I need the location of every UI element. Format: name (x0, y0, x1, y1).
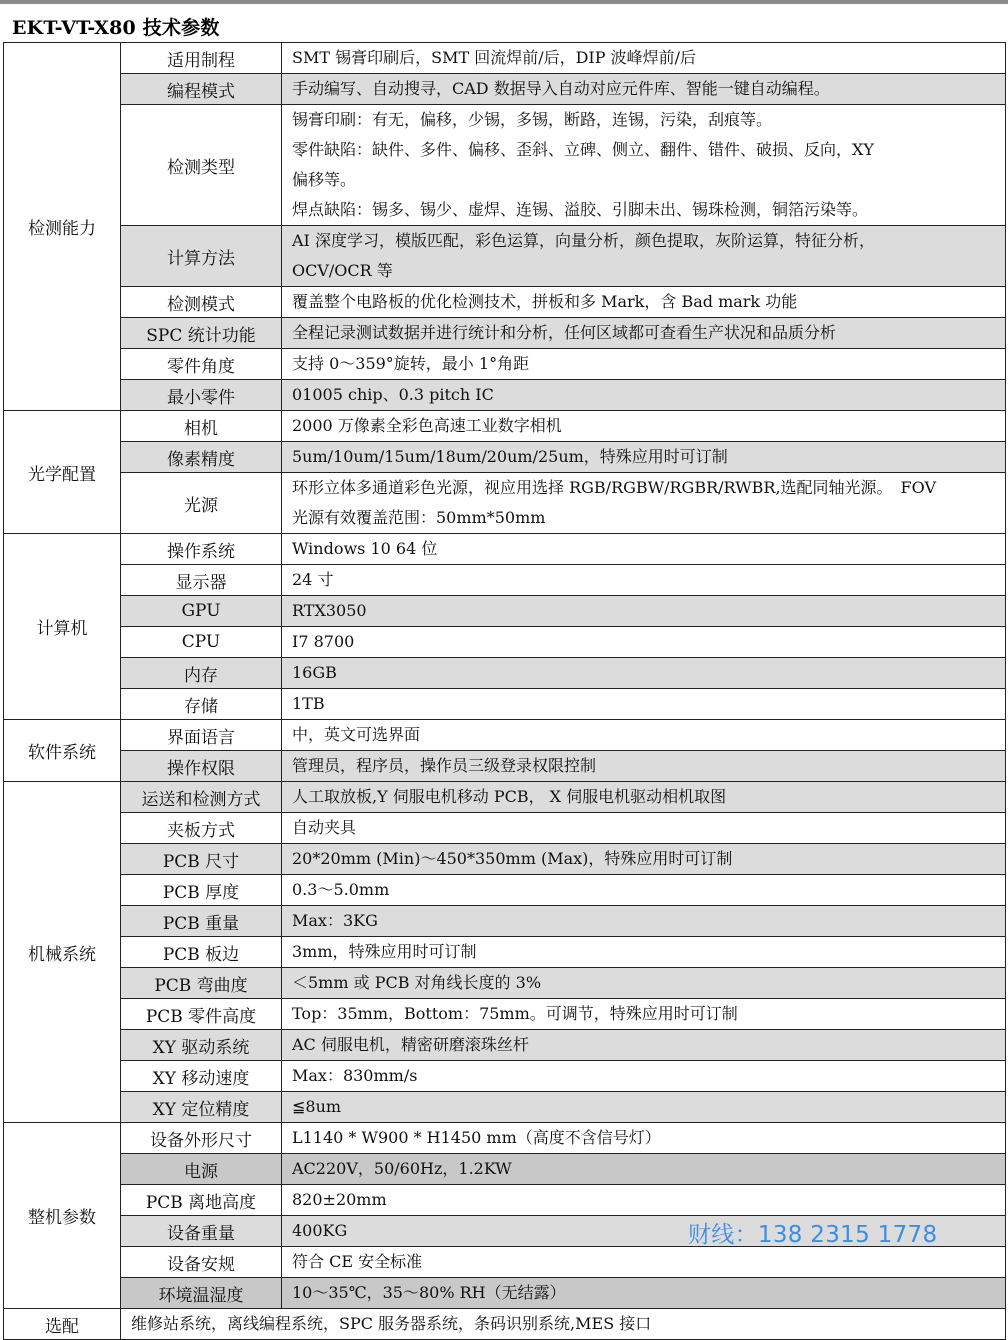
parameter-name: PCB 重量 (121, 906, 282, 937)
parameter-name: XY 驱动系统 (121, 1030, 282, 1061)
category-cell: 计算机 (4, 534, 121, 720)
spec-row (4, 565, 1006, 596)
parameter-value: ≦8um (282, 1092, 1006, 1123)
parameter-name: 像素精度 (121, 442, 282, 473)
spec-row (4, 689, 1006, 720)
parameter-value: 0.3～5.0mm (282, 875, 1006, 906)
parameter-value: 自动夹具 (282, 813, 1006, 844)
spec-row (4, 411, 1006, 442)
parameter-value: 24 寸 (282, 565, 1006, 596)
parameter-name: XY 定位精度 (121, 1092, 282, 1123)
parameter-value: 人工取放板,Y 伺服电机移动 PCB， X 伺服电机驱动相机取图 (282, 782, 1006, 813)
parameter-value: Max：830mm/s (282, 1061, 1006, 1092)
spec-row (4, 534, 1006, 565)
parameter-value: 01005 chip、0.3 pitch IC (282, 380, 1006, 411)
parameter-name: 设备外形尺寸 (121, 1123, 282, 1154)
parameter-value: 覆盖整个电路板的优化检测技术，拼板和多 Mark，含 Bad mark 功能 (282, 287, 1006, 318)
top-rule (0, 0, 1008, 4)
parameter-value: 820±20mm (282, 1185, 1006, 1216)
parameter-name: 显示器 (121, 565, 282, 596)
spec-row (4, 596, 1006, 627)
spec-row (4, 226, 1006, 287)
spec-row (4, 43, 1006, 74)
parameter-name: 光源 (121, 473, 282, 534)
parameter-name: 设备安规 (121, 1247, 282, 1278)
parameter-value: ＜5mm 或 PCB 对角线长度的 3% (282, 968, 1006, 999)
spec-row (4, 287, 1006, 318)
parameter-name: 检测类型 (121, 105, 282, 226)
parameter-name: 环境温湿度 (121, 1278, 282, 1309)
parameter-value: 3mm，特殊应用时可订制 (282, 937, 1006, 968)
parameter-value (282, 473, 1006, 534)
parameter-name: 设备重量 (121, 1216, 282, 1247)
options-category: 选配 (4, 1309, 121, 1340)
parameter-name: 存储 (121, 689, 282, 720)
value-line: 光源有效覆盖范围：50mm*50mm (292, 508, 546, 527)
options-value: 维修站系统，离线编程系统，SPC 服务器系统，条码识别系统,MES 接口 (121, 1309, 1006, 1340)
parameter-value: 中，英文可选界面 (282, 720, 1006, 751)
spec-row (4, 1123, 1006, 1154)
parameter-name: 适用制程 (121, 43, 282, 74)
spec-row (4, 1154, 1006, 1185)
parameter-name: 操作权限 (121, 751, 282, 782)
parameter-name: GPU (121, 596, 282, 627)
parameter-name: 编程模式 (121, 74, 282, 105)
spec-row (4, 937, 1006, 968)
spec-row (4, 813, 1006, 844)
parameter-value: Top：35mm，Bottom：75mm。可调节，特殊应用时可订制 (282, 999, 1006, 1030)
parameter-name: 相机 (121, 411, 282, 442)
spec-row (4, 999, 1006, 1030)
spec-row (4, 105, 1006, 226)
parameter-value: 手动编写、自动搜寻，CAD 数据导入自动对应元件库、智能一键自动编程。 (282, 74, 1006, 105)
spec-row (4, 751, 1006, 782)
spec-row (4, 1030, 1006, 1061)
category-cell: 光学配置 (4, 411, 121, 534)
parameter-name: 电源 (121, 1154, 282, 1185)
parameter-name: 夹板方式 (121, 813, 282, 844)
parameter-value: 2000 万像素全彩色高速工业数字相机 (282, 411, 1006, 442)
parameter-value (282, 105, 1006, 226)
category-cell: 检测能力 (4, 43, 121, 411)
document-title: EKT-VT-X80 技术参数 (12, 17, 220, 39)
category-cell: 整机参数 (4, 1123, 121, 1309)
spec-row (4, 473, 1006, 534)
parameter-value: 支持 0～359°旋转，最小 1°角距 (282, 349, 1006, 380)
category-cell: 机械系统 (4, 782, 121, 1123)
value-line: 环形立体多通道彩色光源，视应用选择 RGB/RGBW/RGBR/RWBR,选配同轴光源。 FOV (292, 478, 937, 497)
parameter-value: 400KG (282, 1216, 1006, 1247)
parameter-value: 10～35℃，35～80% RH（无结露） (282, 1278, 1006, 1309)
spec-row (4, 74, 1006, 105)
parameter-name: 界面语言 (121, 720, 282, 751)
parameter-name: PCB 板边 (121, 937, 282, 968)
spec-row (4, 875, 1006, 906)
spec-row (4, 844, 1006, 875)
parameter-name: PCB 零件高度 (121, 999, 282, 1030)
parameter-name: XY 移动速度 (121, 1061, 282, 1092)
parameter-name: 操作系统 (121, 534, 282, 565)
parameter-value: RTX3050 (282, 596, 1006, 627)
spec-row (4, 1092, 1006, 1123)
parameter-value: AC220V，50/60Hz，1.2KW (282, 1154, 1006, 1185)
parameter-value: AC 伺服电机，精密研磨滚珠丝杆 (282, 1030, 1006, 1061)
parameter-value: 1TB (282, 689, 1006, 720)
value-line: 偏移等。 (292, 170, 357, 189)
spec-row (4, 1247, 1006, 1278)
parameter-name: 最小零件 (121, 380, 282, 411)
spec-row (4, 627, 1006, 658)
spec-row (4, 380, 1006, 411)
parameter-name: PCB 弯曲度 (121, 968, 282, 999)
options-row (4, 1309, 1006, 1340)
value-line: 焊点缺陷：锡多、锡少、虚焊、连锡、溢胶、引脚未出、锡珠检测，铜箔污染等。 (292, 200, 869, 219)
parameter-name: 计算方法 (121, 226, 282, 287)
parameter-value (282, 226, 1006, 287)
parameter-value: 全程记录测试数据并进行统计和分析，任何区域都可查看生产状况和品质分析 (282, 318, 1006, 349)
value-line: 锡膏印刷：有无，偏移，少锡，多锡，断路，连锡，污染，刮痕等。 (292, 110, 773, 129)
parameter-name: SPC 统计功能 (121, 318, 282, 349)
parameter-value: L1140 * W900 * H1450 mm（高度不含信号灯） (282, 1123, 1006, 1154)
parameter-name: 零件角度 (121, 349, 282, 380)
spec-row (4, 1185, 1006, 1216)
parameter-value: 符合 CE 安全标准 (282, 1247, 1006, 1278)
spec-row (4, 968, 1006, 999)
parameter-value: Max：3KG (282, 906, 1006, 937)
parameter-value: 5um/10um/15um/18um/20um/25um，特殊应用时可订制 (282, 442, 1006, 473)
spec-row (4, 906, 1006, 937)
value-line: OCV/OCR 等 (292, 261, 393, 280)
spec-row (4, 658, 1006, 689)
parameter-name: 内存 (121, 658, 282, 689)
spec-table-body (4, 43, 1006, 1340)
spec-row (4, 318, 1006, 349)
spec-row (4, 1061, 1006, 1092)
spec-row (4, 1278, 1006, 1309)
parameter-name: PCB 离地高度 (121, 1185, 282, 1216)
contact-watermark: 财线：138 2315 1778 (688, 1222, 938, 1248)
spec-table (3, 42, 1006, 1340)
parameter-value: 16GB (282, 658, 1006, 689)
parameter-value: 20*20mm (Min)～450*350mm (Max)，特殊应用时可订制 (282, 844, 1006, 875)
parameter-value: SMT 锡膏印刷后，SMT 回流焊前/后，DIP 波峰焊前/后 (282, 43, 1006, 74)
parameter-value: 管理员，程序员，操作员三级登录权限控制 (282, 751, 1006, 782)
spec-row (4, 782, 1006, 813)
parameter-name: PCB 厚度 (121, 875, 282, 906)
spec-row (4, 720, 1006, 751)
parameter-name: CPU (121, 627, 282, 658)
parameter-name: PCB 尺寸 (121, 844, 282, 875)
spec-row (4, 442, 1006, 473)
parameter-name: 检测模式 (121, 287, 282, 318)
value-line: AI 深度学习，模版匹配，彩色运算，向量分析，颜色提取，灰阶运算，特征分析， (292, 231, 875, 250)
parameter-value: Windows 10 64 位 (282, 534, 1006, 565)
category-cell: 软件系统 (4, 720, 121, 782)
spec-row (4, 349, 1006, 380)
parameter-value: I7 8700 (282, 627, 1006, 658)
value-line: 零件缺陷：缺件、多件、偏移、歪斜、立碑、侧立、翻件、错件、破损、反向，XY (292, 140, 874, 159)
parameter-name: 运送和检测方式 (121, 782, 282, 813)
